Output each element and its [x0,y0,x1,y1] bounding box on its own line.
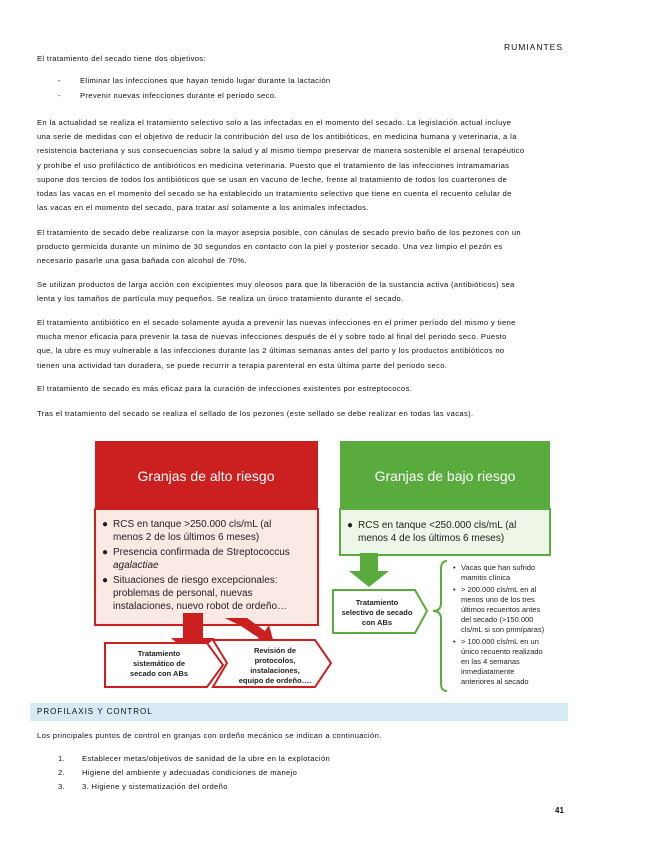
paragraph-sealing: Tras el tratamiento del secado se realiza el sellado de los pezones (este sellado se debe realizar en todas las vacas). [37,409,474,418]
objective-text: Eliminar las infecciones que hayan tenido lugar durante la lactación [80,76,331,85]
paragraph-efficacy: El tratamiento antibiótico en el secado solamente ayuda a prevenir las nuevas infecciones en el primer período del mismo y tiene mucha menor eficacia para prevenir la tasa de nuevas infecciones después de él y sobre todo al final del periodo seco. Puesto que, la ubre es muy vulnerable a las infecciones durante las 2 últimas semanas antes del parto y los productos antibióticos no tienen una actividad tan duradera, se puede recurrir a terapia parenteral en esta última parte del periodo seco. [37,318,516,370]
criteria-line: menos uno de los tres [461,595,535,604]
paragraph-streptococci: El tratamiento de secado es más eficaz para la curación de infecciones existentes por estreptococos. [37,384,413,393]
high-risk-bullet-line: menos 2 de los últimos 6 meses) [113,532,260,543]
control-point: 2. Higiene del ambiente y adecuadas condiciones de manejo [58,768,298,777]
section-heading-bar [30,703,568,721]
review-box-line: instalaciones, [250,666,300,675]
low-risk-bullet-line: RCS en tanque <250.000 cls/mL (al [358,520,517,531]
criteria-line: > 200.000 cls/mL en al [461,585,537,594]
systematic-box-line: secado con ABs [129,669,189,678]
high-risk-bullet-icon: ● [102,575,109,586]
selective-box-line: selectivo de secado [341,608,413,617]
criteria-line: inmediatamente [461,667,515,676]
high-risk-bullet-icon: ● [102,547,109,558]
objective-item: - Prevenir nuevas infecciones durante el periodo seco. [58,91,277,100]
criteria-line: Vacas que han sufrido [461,563,536,572]
high-risk-title: Granjas de alto riesgo [137,468,275,484]
control-point: 1. Establecer metas/objetivos de sanidad de la ubre en la explotación [58,754,331,763]
page-number: 41 [555,806,564,815]
systematic-box-line: Tratamiento [137,649,181,658]
high-risk-bullet-line: agalactiae [113,560,159,571]
selective-box-line: Tratamiento [355,598,399,607]
review-box-line: Revisión de [253,646,297,655]
running-header: RUMIANTES [503,42,563,52]
criteria-line: últimos recuentos antes [461,605,541,614]
paragraph-asepsis: El tratamiento de secado debe realizarse con la mayor asepsia posible, con cánulas de secado previo baño de los pezones con un producto germicida durante un mínimo de 30 segundos en contacto con la piel y posterior secado. Una vez limpio el pezón es necesario pasarle una gasa bañada con alcohol de 70%. [37,228,521,266]
intro-text: El tratamiento del secado tiene dos objetivos: [37,54,206,63]
criteria-line: anteriores al secado [461,677,529,686]
review-box-line: equipo de ordeño…. [238,676,312,685]
criteria-bullet-icon: • [453,563,456,572]
criteria-line: > 100.000 cls/mL en un [461,637,539,646]
systematic-box-line: sistemático de [132,659,186,668]
objective-item: - Eliminar las infecciones que hayan tenido lugar durante la lactación [58,76,331,85]
high-risk-bullet-line: RCS en tanque >250.000 cls/mL (al [113,519,272,530]
selective-box-line: con ABs [361,618,393,627]
review-box-line: protocolos, [254,656,296,665]
objective-text: Prevenir nuevas infecciones durante el periodo seco. [80,91,277,100]
high-risk-bullet-line: problemas de personal, nuevas [113,588,253,599]
criteria-line: cls/mL si son primíparas) [461,625,545,634]
criteria-line: en las 4 semanas [461,657,520,666]
section-title: PROFILAXIS Y CONTROL [37,707,153,716]
criteria-line: del secado (>150.000 [461,615,534,624]
control-point: 3. 3. Higiene y sistematización del ordeño [58,782,228,791]
low-risk-bullet-icon: ● [347,520,354,531]
high-risk-bullet-line: Presencia confirmada de Streptococcus [113,547,290,558]
control-intro: Los principales puntos de control en granjas con ordeño mecánico se indican a continuación. [37,731,382,740]
paragraph-long-action: Se utilizan productos de larga acción con excipientes muy oleosos para que la liberación de la sustancia activa (antibióticos) sea lenta y los tamaños de partícula muy pequeños. Se realiza un único tratamiento durante el secado. [37,280,515,304]
low-risk-bullet-line: menos 4 de los últimos 6 meses) [358,533,505,544]
criteria-bullet-icon: • [453,637,456,646]
criteria-line: mamitis clínica [461,573,511,582]
high-risk-bullet-line: Situaciones de riesgo excepcionales: [113,575,278,586]
dry-off-treatment-figure [75,435,570,702]
criteria-bullet-icon: • [453,585,456,594]
high-risk-bullet-icon: ● [102,519,109,530]
low-risk-body [340,509,550,555]
paragraph-selective-treatment: En la actualidad se realiza el tratamiento selectivo solo a las infectadas en el momento del secado. La legislación actual incluye una serie de medidas con el objetivo de reducir la contribución del uso de los antibióticos, en medicina humana y veterinaria, a la resistencia bacteriana y sus consecuencias sobre la salud y al mismo tiempo preservar de manera sostenible el arsenal terapéutico y prohíbe el uso profiláctico de antibióticos en medicina veterinaria. Puesto que el tratamiento de las infecciones intramamarias supone dos tercios de todos los antibióticos que se usan en vacuno de leche, frente al tratamiento de todos los cuarterones de todas las vacas en el momento del secado se ha establecido un tratamiento selectivo que tiene en cuenta el recuento celular de las vacas en el momento del secado, para tratar así solamente a los animales infectados. [37,118,525,213]
criteria-line: único recuento realizado [461,647,543,656]
high-risk-bullet-line: instalaciones, nuevo robot de ordeño… [113,601,288,612]
low-risk-title: Granjas de bajo riesgo [374,468,516,484]
